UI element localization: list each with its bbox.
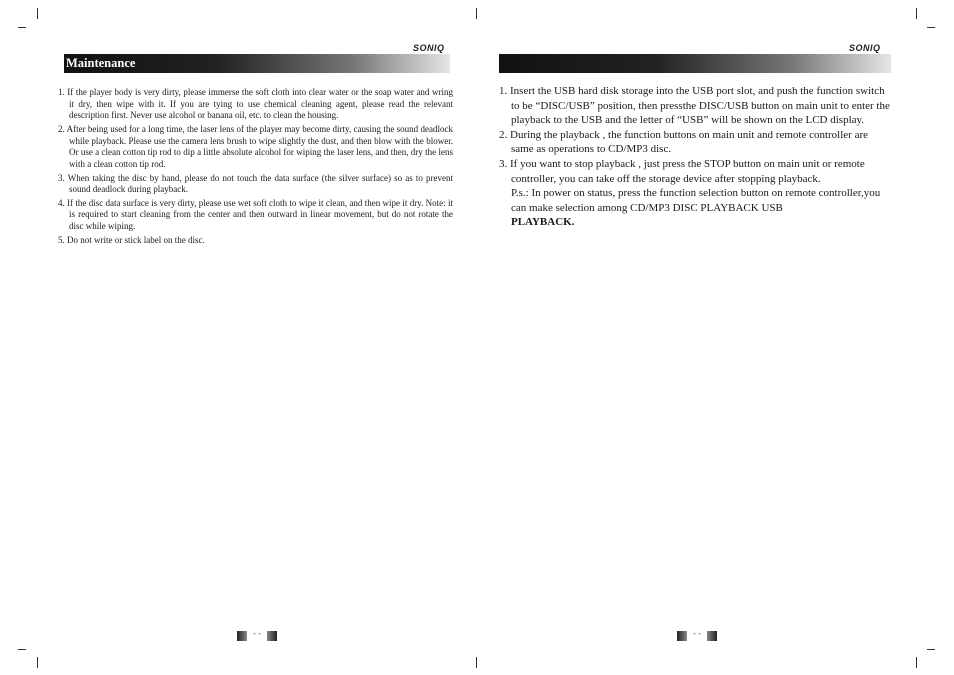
brand-logo: SONIQ: [413, 43, 445, 53]
crop-mark: [927, 27, 935, 28]
ps-note: P.s.: In power on status, press the function selection button on remote controller,you can make selection among CD/MP3 DISC PLAYBACK USB: [511, 187, 881, 214]
section-header-bar: [499, 54, 891, 73]
crop-mark: [476, 8, 477, 19]
list-item: 1. Insert the USB hard disk storage into the USB port slot, and push the function switch to be “DISC/USB” position, then pressthe DISC/USB button on main unit to enter the playback to the USB and the letter of “USB” will be shown on the LCD display.: [499, 85, 890, 127]
crop-mark: [37, 657, 38, 668]
list-item: 4. If the disc data surface is very dirty, please use wet soft cloth to wipe it clean, and then wipe it dry. Note: it is required to start cleaning from the center and then outward in linear movement, but do not rotate the disc while wiping.: [58, 197, 453, 232]
crop-mark: [18, 649, 26, 650]
crop-mark: [916, 657, 917, 668]
list-item: 3. When taking the disc by hand, please do not touch the data surface (the silver surface) so as to prevent sound deadlock during playback.: [58, 172, 453, 195]
page-number: [237, 631, 277, 641]
page-number-text: - -: [253, 629, 261, 638]
crop-mark: [916, 8, 917, 19]
ps-note-end: PLAYBACK.: [511, 216, 575, 229]
crop-mark: [18, 27, 26, 28]
section-title: Maintenance: [66, 56, 136, 70]
list-item: 2. During the playback , the function buttons on main unit and remote controller are same as operations to CD/MP3 disc.: [499, 128, 869, 156]
page-marker-icon: [677, 631, 687, 641]
maintenance-list: [58, 87, 453, 248]
page-marker-icon: [267, 631, 277, 641]
page-number-text: - -: [693, 629, 701, 638]
list-item: 1. If the player body is very dirty, please immerse the soft cloth into clear water or the soap water and wring it dry, then wipe with it. If you are tying to use chemical cleaning agent, please read the relevant description first. Never use alcohol or banana oil, etc. to clean the housing.: [58, 87, 453, 121]
crop-mark: [476, 657, 477, 668]
list-item: 2. After being used for a long time, the laser lens of the player may become dirty, causing the sound deadlock while playback. Please use the camera lens brush to wipe slightly the dust, and then blow with the blower. Or use a clean cotton tip rod to dip a little absolute alcohol for wiping the laser lens, and then, dry the lens with a clean cotton tip rod.: [58, 123, 453, 170]
crop-mark: [37, 8, 38, 19]
list-item: 5. Do not write or stick label on the disc.: [58, 234, 205, 245]
usb-instructions-list: [499, 84, 891, 230]
crop-mark: [927, 649, 935, 650]
page-number: [677, 631, 717, 641]
page-marker-icon: [707, 631, 717, 641]
page-marker-icon: [237, 631, 247, 641]
list-item: 3. If you want to stop playback , just press the STOP button on main unit or remote controller, you can take off the storage device after stopping playback.: [499, 157, 865, 185]
brand-logo: SONIQ: [849, 43, 881, 53]
list-item-note: [499, 186, 891, 230]
